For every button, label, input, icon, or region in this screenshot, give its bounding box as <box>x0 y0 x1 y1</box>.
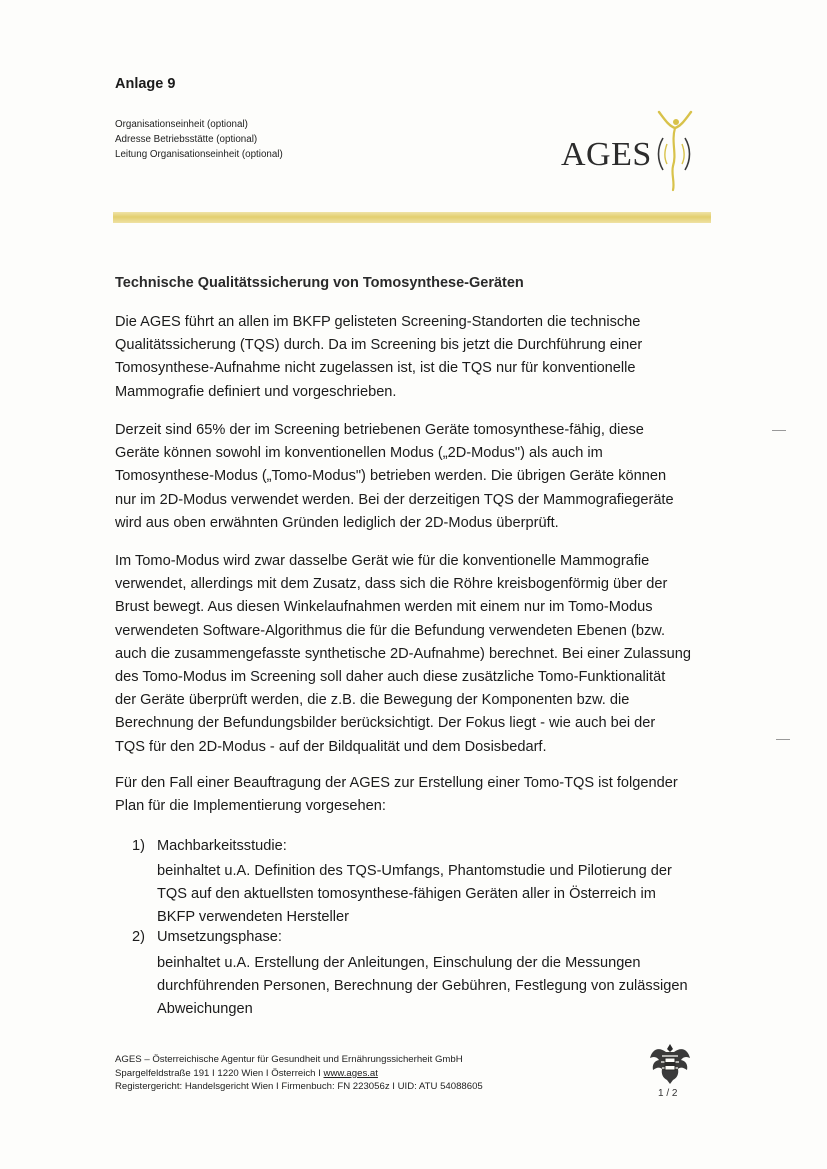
list-item-title: Umsetzungsphase: <box>157 929 282 945</box>
list-item-line: TQS auf den aktuellsten tomosynthese-fähigen Geräten aller in Österreich im <box>157 886 656 902</box>
footer-company: AGES – Österreichische Agentur für Gesundheit und Ernährungssicherheit GmbH <box>115 1054 463 1065</box>
org-line-unit: Organisationseinheit (optional) <box>115 119 248 130</box>
paragraph-line: des Tomo-Modus im Screening soll daher auch diese zusätzliche Tomo-Funktionalität <box>115 669 666 686</box>
list-item-body <box>157 952 688 1021</box>
list-item-line: Abweichungen <box>157 1001 253 1017</box>
header-divider-band <box>113 212 711 223</box>
annex-label: Anlage 9 <box>115 76 176 92</box>
page-number: 1 / 2 <box>658 1088 678 1099</box>
paragraph-line: Tomosynthese-Modus („Tomo-Modus") betrieben werden. Die übrigen Geräte können <box>115 468 667 485</box>
ages-figure-icon <box>655 108 695 192</box>
paragraph-2 <box>115 419 715 535</box>
paragraph-4 <box>115 772 715 818</box>
scan-mark <box>776 739 790 740</box>
paragraph-line: Berechnung der Befundungsbilder berücksichtigt. Der Fokus liegt - wie auch bei der <box>115 715 656 732</box>
paragraph-line: Tomosynthese-Aufnahme nicht zugelassen ist, ist die TQS nur für konventionelle <box>115 360 636 377</box>
list-item-line: beinhaltet u.A. Erstellung der Anleitungen, Einschulung der die Messungen <box>157 955 641 971</box>
list-item-line: durchführenden Personen, Berechnung der Gebühren, Festlegung von zulässigen <box>157 978 688 994</box>
paragraph-line: verwendet, allerdings mit dem Zusatz, dass sich die Röhre kreisbogenförmig über der <box>115 576 668 593</box>
list-item-body <box>157 860 672 929</box>
paragraph-line: Derzeit sind 65% der im Screening betriebenen Geräte tomosynthese-fähig, diese <box>115 422 644 438</box>
paragraph-3 <box>115 550 715 759</box>
paragraph-line: verwendeten Software-Algorithmus die für die Befundung verwendeten Ebenen (bzw. <box>115 622 666 639</box>
website-link[interactable]: www.ages.at <box>323 1067 378 1079</box>
list-number: 2) <box>132 929 145 945</box>
paragraph-line: Mammografie definiert und vorgeschrieben. <box>115 383 397 400</box>
paragraph-line: Für den Fall einer Beauftragung der AGES zur Erstellung einer Tomo-TQS ist folgender <box>115 775 678 791</box>
paragraph-line: Im Tomo-Modus wird zwar dasselbe Gerät wie für die konventionelle Mammografie <box>115 553 650 569</box>
footer-address-text: Spargelfeldstraße 191 I 1220 Wien I Österreich I <box>115 1067 324 1079</box>
org-line-lead: Leitung Organisationseinheit (optional) <box>115 149 283 160</box>
list-item-title: Machbarkeitsstudie: <box>157 838 287 854</box>
paragraph-line: Plan für die Implementierung vorgesehen: <box>115 798 386 815</box>
paragraph-line: auch die zusammengefasste synthetische 2D-Aufnahme) berechnet. Bei einer Zulassung <box>115 645 691 662</box>
ages-logo-text: AGES <box>561 136 652 173</box>
paragraph-line: Die AGES führt an allen im BKFP gelisteten Screening-Standorten die technische <box>115 314 641 330</box>
footer-register: Registergericht: Handelsgericht Wien I Firmenbuch: FN 223056z I UID: ATU 54088605 <box>115 1081 483 1093</box>
paragraph-line: nur im 2D-Modus verwendet werden. Bei der derzeitigen TQS der Mammografiegeräte <box>115 491 674 508</box>
list-number: 1) <box>132 838 145 854</box>
footer-address <box>115 1067 483 1081</box>
organisation-block <box>115 117 283 162</box>
scan-mark <box>772 430 786 431</box>
austrian-eagle-icon <box>648 1040 692 1086</box>
footer <box>115 1053 483 1094</box>
list-item-line: BKFP verwendeten Hersteller <box>157 909 349 925</box>
paragraph-line: Qualitätssicherung (TQS) durch. Da im Screening bis jetzt die Durchführung einer <box>115 337 643 354</box>
paragraph-line: TQS für den 2D-Modus - auf der Bildqualität und dem Dosisbedarf. <box>115 738 547 755</box>
list-item-line: beinhaltet u.A. Definition des TQS-Umfangs, Phantomstudie und Pilotierung der <box>157 863 672 879</box>
paragraph-line: Brust bewegt. Aus diesen Winkelaufnahmen werden mit einem nur im Tomo-Modus <box>115 599 653 616</box>
paragraph-line: der Geräte überprüft werden, die z.B. die Bewegung der Komponenten bzw. die <box>115 692 630 709</box>
org-line-address: Adresse Betriebsstätte (optional) <box>115 134 258 145</box>
paragraph-line: wird aus oben erwähnten Gründen lediglich der 2D-Modus überprüft. <box>115 514 559 531</box>
document-title: Technische Qualitätssicherung von Tomosynthese-Geräten <box>115 275 524 291</box>
ages-logo <box>555 108 705 196</box>
paragraph-line: Geräte können sowohl im konventionellen Modus („2D-Modus") als auch im <box>115 445 603 462</box>
paragraph-1 <box>115 311 715 404</box>
